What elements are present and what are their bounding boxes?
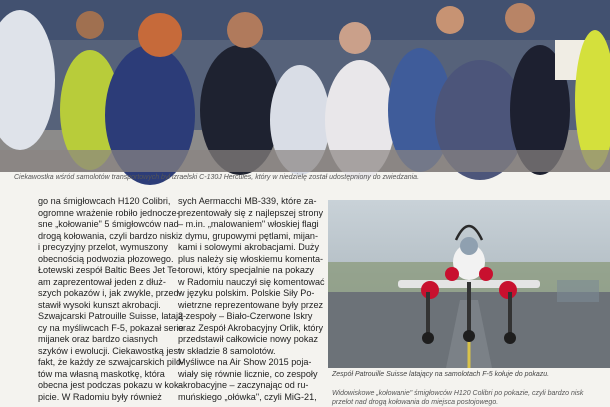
text-line: z dymu, grupowymi pętlami, mijan- xyxy=(178,230,318,241)
top-photo-caption: Ciekawostka wśród samolotów transportowych był izraelski C-130J Hercules, który w niedzielę został udostępniony do zwiedzania. xyxy=(14,174,420,181)
text-line: Myśliwce na Air Show 2015 poja- xyxy=(178,357,312,367)
text-line: cy na myśliwcach F-5, pokazał serie xyxy=(38,322,184,333)
text-line: drogą kołowania, czyli bardzo niski xyxy=(38,230,179,241)
text-line: obecnością podwozia płozowego. xyxy=(38,253,174,264)
text-line: wietrzne reprezentowane były przez xyxy=(178,299,324,310)
text-line: Szwajcarski Patrouille Suisse, latają- xyxy=(38,311,187,321)
text-line: w składzie 8 samolotów. xyxy=(178,345,276,356)
jet-photo-illustration xyxy=(328,200,610,368)
text-line: 2 zespoły – Biało-Czerwone Iskry xyxy=(178,311,313,321)
text-line: kami i solowymi akrobacjami. Duży xyxy=(178,242,319,252)
text-line: szych pokazów i, jak zwykle, przed- xyxy=(38,288,182,298)
text-line: – m.in. „malowaniem" włoskiej flagi xyxy=(178,219,319,229)
text-line: plus należy się włoskiemu komenta- xyxy=(178,253,324,264)
text-line: sych Aermacchi MB-339, które za- xyxy=(178,196,317,206)
text-line: stawił wysoki kunszt akrobacji. xyxy=(38,299,161,310)
text-line: muńskiego „ołówka", czyli MiG-21, xyxy=(178,391,317,402)
text-line: obecna jest podczas pokazu w kok- xyxy=(38,380,182,390)
text-line: akrobacyjne – zaczynając od ru- xyxy=(178,380,309,390)
text-line: tów ma własną maskotkę, która xyxy=(38,368,165,379)
text-line: i precyzyjny przelot, wymuszony xyxy=(38,242,168,252)
text-line: torowi, który specjalnie na pokazy xyxy=(178,265,314,275)
crowd-photo-illustration xyxy=(0,0,610,172)
text-line: w języku polskim. Polskie Siły Po- xyxy=(178,288,315,298)
text-line: przedstawił całkowicie nowy pokaz xyxy=(178,334,319,344)
text-line: prezentowały się z najlepszej strony xyxy=(178,207,324,218)
article-column-1 xyxy=(38,196,187,403)
text-line: ogromne wrażenie robiło jednocze- xyxy=(38,207,180,218)
text-line: picie. W Radomiu były również xyxy=(38,391,162,402)
bottom-caption-line-1: Widowiskowe „kołowanie" śmigłowców H120 Colibri po pokazie, czyli bardzo nisk xyxy=(332,390,584,397)
text-line: am zaprezentował jeden z dłuż- xyxy=(38,276,166,287)
text-line: sne „kołowanie" 5 śmigłowców nad xyxy=(38,219,179,229)
text-line: oraz Zespół Akrobacyjny Orlik, który xyxy=(178,322,324,333)
text-line: w Radomiu nauczył się komentować xyxy=(178,276,325,287)
text-line: go na śmigłowcach H120 Colibri, xyxy=(38,196,171,206)
crowd-photo xyxy=(0,0,610,172)
text-line: Łotewski zespół Baltic Bees Jet Te- xyxy=(38,265,180,275)
bottom-caption xyxy=(332,390,610,407)
text-line: wiały się równie licznie, co zespoły xyxy=(178,368,318,379)
bottom-caption-line-2: przelot nad drogą kołowania do miejsca postojowego. xyxy=(332,398,499,406)
text-line: mijanek oraz bardzo ciasnych xyxy=(38,334,158,344)
jet-photo-caption: Zespół Patrouille Suisse latający na samolotach F-5 kołuje do pokazu. xyxy=(332,371,550,378)
article-column-2 xyxy=(178,196,325,403)
jet-photo xyxy=(328,200,610,368)
text-line: fakt, że każdy ze szwajcarskich pilo- xyxy=(38,357,185,367)
text-line: szyków i ewolucji. Ciekawostką jest xyxy=(38,345,181,356)
